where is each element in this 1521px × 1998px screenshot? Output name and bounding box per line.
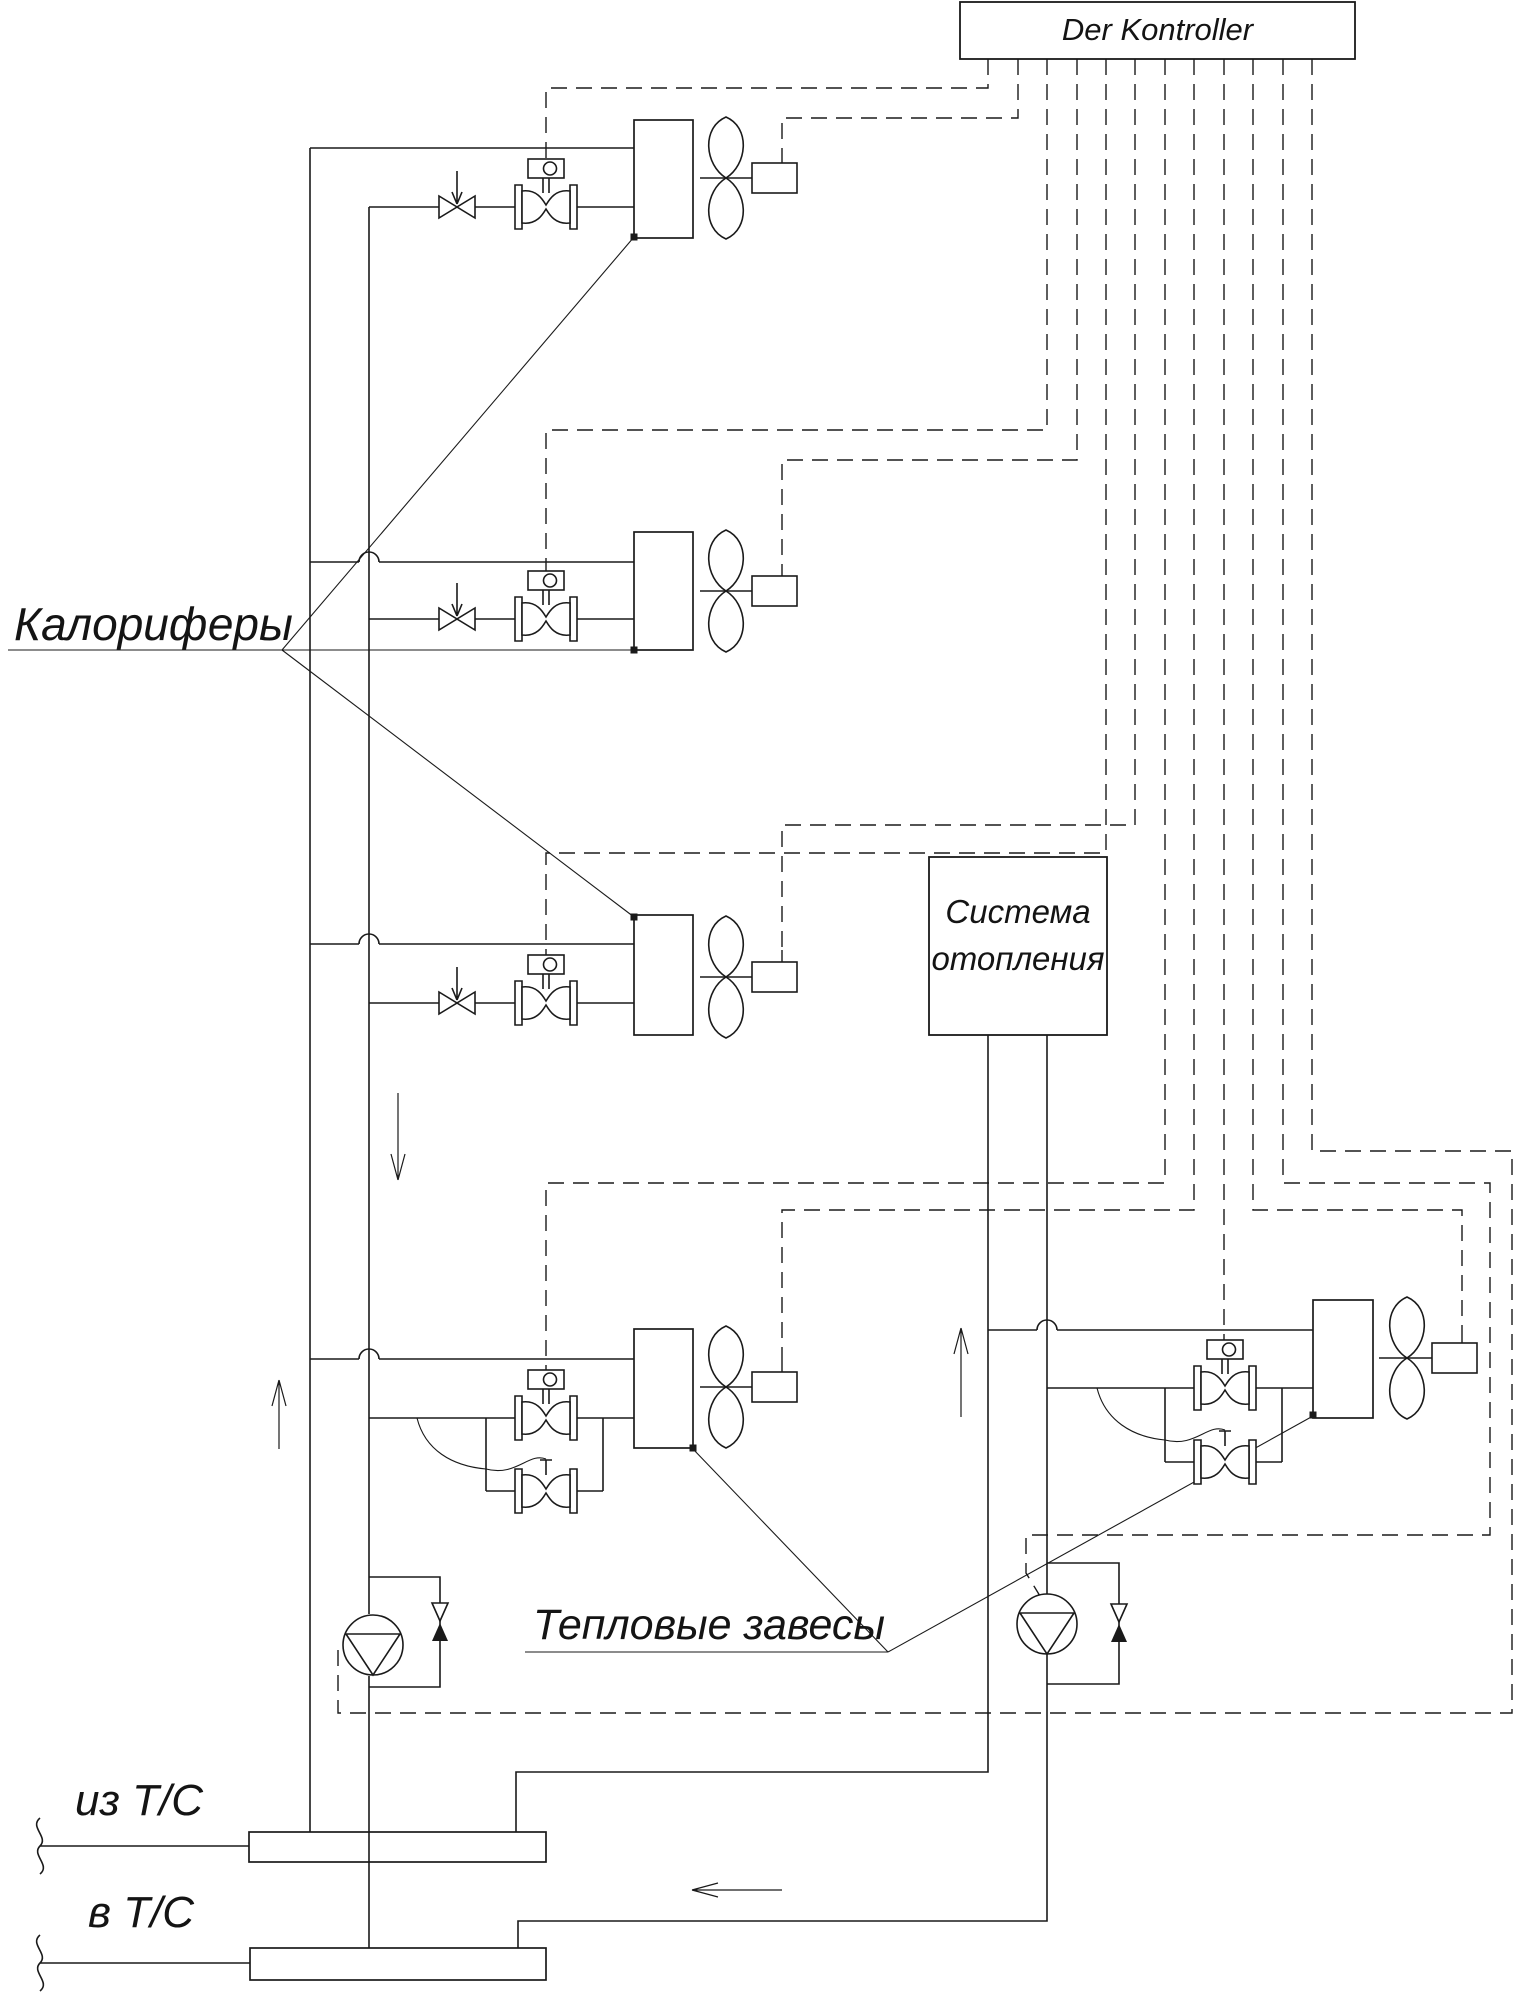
to-network-label: в Т/С [88,1888,195,1937]
fan-motor-icon [752,962,797,992]
flow-arrows [272,1093,968,1897]
arrow-down-icon [391,1093,405,1180]
pump-icon [343,1615,403,1675]
wire-motor-2 [782,59,1077,564]
fan-motor-icon [752,576,797,606]
fan-motor-icon [752,163,797,193]
bypass-valve-icon [515,1460,577,1513]
heating-system-label-line1: Система [945,893,1091,930]
control-valve-icon [515,571,577,641]
piping [40,148,1432,1963]
manual-valve-icon [439,583,475,630]
control-valve-icon [515,159,577,229]
air-curtains-label: Тепловые завесы [533,1601,886,1649]
air-curtain-coil-right [1313,1300,1373,1418]
wire-pump-left [338,59,1512,1713]
from-network-label: из Т/С [75,1776,204,1825]
bypass-valve-icon [1194,1431,1256,1484]
wire-valve-1 [546,59,988,159]
wire-motor-right-curtain [1253,59,1462,1331]
air-heater-coil-1 [634,120,693,238]
wire-motor-3 [782,59,1135,950]
leader-lines [8,237,1313,1652]
air-curtain-coil-left [634,1329,693,1448]
check-valve-icon [432,1603,448,1641]
arrow-left-icon [692,1883,782,1897]
wire-valve-3 [546,59,1106,955]
heating-system-label-line2: отопления [931,940,1105,977]
control-valve-icon [515,1370,577,1440]
fan-motor-icon [752,1372,797,1402]
arrow-up-right-icon [954,1328,968,1417]
manual-valve-icon [439,967,475,1014]
wire-valve-left-curtain [546,59,1165,1370]
controller-wires [338,59,1512,1713]
control-valve-icon [1194,1340,1256,1410]
wire-pump-right [1026,59,1490,1596]
air-heater-coil-3 [634,915,693,1035]
supply-manifold [249,1832,546,1862]
air-heater-coil-2 [634,532,693,650]
manual-valve-icon [439,171,475,218]
return-manifold [250,1948,546,1980]
fan-motor-icon [1432,1343,1477,1373]
air-heaters-label: Калориферы [14,598,293,650]
control-valve-icon [515,955,577,1025]
arrow-up-left-icon [272,1380,286,1449]
pump-icon [1017,1594,1077,1654]
leader-dots [631,234,1317,1452]
wire-motor-1 [782,59,1018,151]
controller-label: Der Kontroller [1061,12,1254,47]
wire-valve-2 [546,59,1047,571]
check-valve-icon [1111,1604,1127,1642]
